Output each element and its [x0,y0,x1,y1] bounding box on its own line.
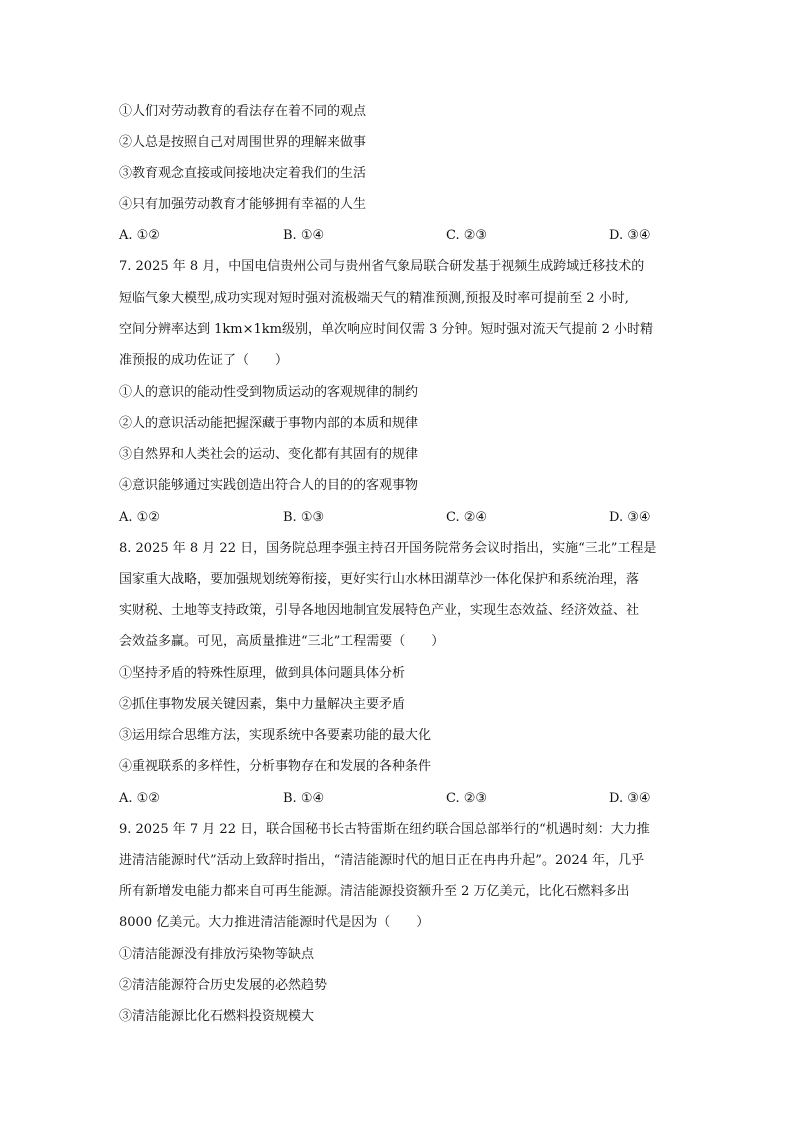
q7-stem-line-4: 准预报的成功佐证了（ ） [119,353,289,368]
q6-statement-4: ④只有加强劳动教育才能够拥有幸福的人生 [119,197,367,212]
q6-option-c: C. ②③ [446,228,488,243]
q9-statement-1: ①清洁能源没有排放污染物等缺点 [119,947,315,962]
q6-option-a: A. ①② [119,228,160,243]
q8-option-b: B. ①④ [283,791,325,806]
q7-option-b: B. ①③ [283,510,325,525]
q9-stem-line-1: 9. 2025 年 7 月 22 日，联合国秘书长古特雷斯在纽约联合国总部举行的“机遇时刻：大力推 [119,822,650,837]
q7-option-a: A. ①② [119,510,160,525]
q8-statement-3: ③运用综合思维方法，实现系统中各要素功能的最大化 [119,728,432,743]
q8-stem-line-1: 8. 2025 年 8 月 22 日，国务院总理李强主持召开国务院常务会议时指出，实施“三北”工程是 [119,541,657,556]
q7-statement-3: ③自然界和人类社会的运动、变化都有其固有的规律 [119,447,419,462]
q8-stem-line-4: 会效益多赢。可见，高质量推进“三北”工程需要（ ） [119,634,445,649]
q7-option-c: C. ②④ [446,510,488,525]
q8-statement-1: ①坚持矛盾的特殊性原理，做到具体问题具体分析 [119,666,406,681]
q8-statement-2: ②抓住事物发展关键因素，集中力量解决主要矛盾 [119,697,406,712]
q7-stem-line-2: 短临气象大模型,成功实现对短时强对流极端天气的精准预测,预报及时率可提前至 2 小时, [119,291,629,306]
q7-stem-line-1: 7. 2025 年 8 月，中国电信贵州公司与贵州省气象局联合研发基于视频生成跨域迁移技术的 [119,259,645,274]
q8-option-c: C. ②③ [446,791,488,806]
q9-stem-line-3: 所有新增发电能力都来自可再生能源。清洁能源投资额升至 2 万亿美元，比化石燃料多出 [119,884,630,899]
q9-stem-line-4: 8000 亿美元。大力推进清洁能源时代是因为（ ） [119,915,430,930]
q6-option-d: D. ③④ [609,228,651,243]
q7-statement-1: ①人的意识的能动性受到物质运动的客观规律的制约 [119,385,419,400]
q9-statement-3: ③清洁能源比化石燃料投资规模大 [119,1009,315,1024]
q6-statement-1: ①人们对劳动教育的看法存在着不同的观点 [119,104,367,119]
q6-statement-3: ③教育观念直接或间接地决定着我们的生活 [119,166,367,181]
q7-statement-4: ④意识能够通过实践创造出符合人的目的的客观事物 [119,478,419,493]
q6-option-b: B. ①④ [283,228,325,243]
q9-statement-2: ②清洁能源符合历史发展的必然趋势 [119,978,328,993]
q8-stem-line-2: 国家重大战略，要加强规划统筹衔接，更好实行山水林田湖草沙一体化保护和系统治理，落 [119,572,640,587]
q7-statement-2: ②人的意识活动能把握深藏于事物内部的本质和规律 [119,416,419,431]
q6-statement-2: ②人总是按照自己对周围世界的理解来做事 [119,135,367,150]
q8-option-d: D. ③④ [609,791,651,806]
q9-stem-line-2: 进清洁能源时代”活动上致辞时指出，“清洁能源时代的旭日正在冉冉升起”。2024 年，几乎 [119,853,645,868]
q8-option-a: A. ①② [119,791,160,806]
q7-stem-line-3: 空间分辨率达到 1km×1km级别，单次响应时间仅需 3 分钟。短时强对流天气提前 2 小时精 [119,322,654,337]
q8-stem-line-3: 实财税、土地等支持政策，引导各地因地制宜发展特色产业，实现生态效益、经济效益、社 [119,603,640,618]
q7-option-d: D. ③④ [609,510,651,525]
q8-statement-4: ④重视联系的多样性，分析事物存在和发展的各种条件 [119,759,432,774]
